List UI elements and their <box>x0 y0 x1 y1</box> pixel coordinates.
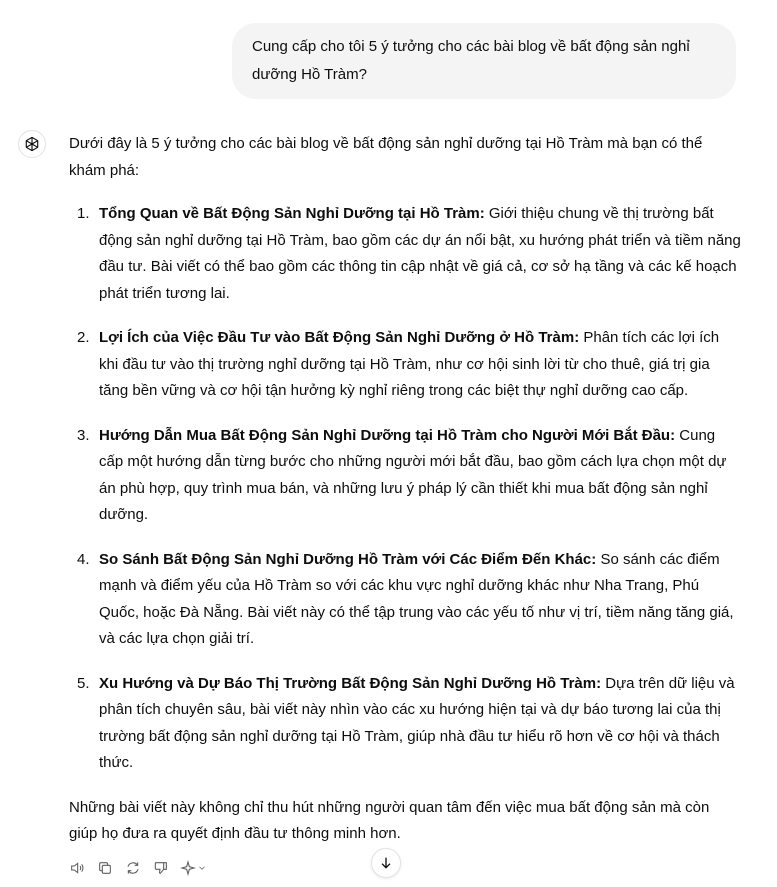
list-item-number: 1. <box>77 205 90 222</box>
list-item-body: Dựa trên dữ liệu và phân tích chuyên sâu, bài viết này nhìn vào các xu hướng hiện tại và dự báo tương lai của thị trường bất động sản nghỉ dưỡng tại Hồ Tràm, giúp nhà đầu tư hiểu rõ hơn về cơ hội và thách thức. <box>99 674 735 771</box>
user-message-text: Cung cấp cho tôi 5 ý tưởng cho các bài blog về bất động sản nghỉ dưỡng Hồ Tràm? <box>252 38 690 83</box>
assistant-avatar <box>18 130 46 158</box>
assistant-intro: Dưới đây là 5 ý tưởng cho các bài blog về bất động sản nghỉ dưỡng tại Hồ Tràm mà bạn có thể khám phá: <box>69 135 703 179</box>
list-item-title: So Sánh Bất Động Sản Nghỉ Dưỡng Hồ Tràm với Các Điểm Đến Khác <box>99 550 592 568</box>
message-action-bar <box>66 856 208 880</box>
scroll-to-bottom-button[interactable] <box>371 848 401 878</box>
switch-model-button[interactable] <box>178 857 208 879</box>
assistant-outro: Những bài viết này không chỉ thu hút những người quan tâm đến việc mua bất động sản mà còn giúp họ đưa ra quyết định đầu tư thông minh hơn. <box>69 798 710 842</box>
list-item: 1. Tổng Quan về Bất Động Sản Nghỉ Dưỡng tại Hồ Tràm: Giới thiệu chung về thị trường bất động sản nghỉ dưỡng tại Hồ Tràm, bao gồm các dự án nổi bật, xu hướng phát triển và tiềm năng đầu tư. Bài viết có thể bao gồm các thông tin cập nhật về giá cả, cơ sở hạ tầng và các kế hoạch phát triển tương lai. <box>69 201 741 307</box>
sparkle-icon <box>180 860 196 876</box>
regenerate-icon <box>125 860 141 876</box>
list-item-title: Xu Hướng và Dự Báo Thị Trường Bất Động Sản Nghỉ Dưỡng Hồ Tràm <box>99 674 597 692</box>
list-item-body: So sánh các điểm mạnh và điểm yếu của Hồ Tràm so với các khu vực nghỉ dưỡng khác như Nha Trang, Phú Quốc, hoặc Đà Nẵng. Bài viết này có thể tập trung vào các yếu tố như vị trí, tiềm năng tăng giá, và các lựa chọn giải trí. <box>99 550 734 647</box>
list-item: 4. So Sánh Bất Động Sản Nghỉ Dưỡng Hồ Tràm với Các Điểm Đến Khác: So sánh các điểm mạnh và điểm yếu của Hồ Tràm so với các khu vực nghỉ dưỡng khác như Nha Trang, Phú Quốc, hoặc Đà Nẵng. Bài viết này có thể tập trung vào các yếu tố như vị trí, tiềm năng tăng giá, và các lựa chọn giải trí. <box>69 547 741 653</box>
list-item: 3. Hướng Dẫn Mua Bất Động Sản Nghỉ Dưỡng tại Hồ Tràm cho Người Mới Bắt Đầu: Cung cấp một hướng dẫn từng bước cho những người mới bắt đầu, bao gồm cách lựa chọn một dự án phù hợp, quy trình mua bán, và những lưu ý pháp lý cần thiết khi mua bất động sản nghỉ dưỡng. <box>69 423 741 529</box>
copy-button[interactable] <box>94 857 116 879</box>
ideas-list <box>69 201 741 777</box>
list-item-number: 3. <box>77 426 90 444</box>
list-item-title: Hướng Dẫn Mua Bất Động Sản Nghỉ Dưỡng tại Hồ Tràm cho Người Mới Bắt Đầu <box>99 426 671 444</box>
thumbs-down-icon <box>153 860 169 876</box>
list-item-body: Giới thiệu chung về thị trường bất động sản nghỉ dưỡng tại Hồ Tràm, bao gồm các dự án nổi bật, xu hướng phát triển và tiềm năng đầu tư. Bài viết có thể bao gồm các thông tin cập nhật về giá cả, cơ sở hạ tầng và các kế hoạch phát triển tương lai. <box>99 205 741 302</box>
arrow-down-icon <box>378 855 394 871</box>
openai-logo-icon <box>23 135 41 153</box>
list-item-number: 2. <box>77 329 90 346</box>
thumbs-down-button[interactable] <box>150 857 172 879</box>
list-item-number: 5. <box>77 674 90 692</box>
list-item-number: 4. <box>77 550 90 568</box>
regenerate-button[interactable] <box>122 857 144 879</box>
list-item-title: Lợi Ích của Việc Đầu Tư vào Bất Động Sản Nghỉ Dưỡng ở Hồ Tràm <box>99 329 575 346</box>
read-aloud-button[interactable] <box>66 857 88 879</box>
chevron-down-icon <box>197 863 207 873</box>
list-item-body: Cung cấp một hướng dẫn từng bước cho những người mới bắt đầu, bao gồm cách lựa chọn một dự án phù hợp, quy trình mua bán, và những lưu ý pháp lý cần thiết khi mua bất động sản nghỉ dưỡng. <box>99 426 727 523</box>
copy-icon <box>97 860 113 876</box>
list-item-title: Tổng Quan về Bất Động Sản Nghỉ Dưỡng tại Hồ Tràm <box>99 205 480 222</box>
list-item-body: Phân tích các lợi ích khi đầu tư vào thị trường nghỉ dưỡng tại Hồ Tràm, như cơ hội sinh lời từ cho thuê, giá trị gia tăng bền vững và cơ hội tận hưởng kỳ nghỉ riêng trong các biệt thự nghỉ dưỡng cao cấp. <box>99 329 720 399</box>
list-item: 2. Lợi Ích của Việc Đầu Tư vào Bất Động Sản Nghỉ Dưỡng ở Hồ Tràm: Phân tích các lợi ích khi đầu tư vào thị trường nghỉ dưỡng tại Hồ Tràm, như cơ hội sinh lời từ cho thuê, giá trị gia tăng bền vững và cơ hội tận hưởng kỳ nghỉ riêng trong các biệt thự nghỉ dưỡng cao cấp. <box>69 325 741 405</box>
assistant-message <box>69 131 741 848</box>
read-aloud-icon <box>69 860 85 876</box>
list-item: 5. Xu Hướng và Dự Báo Thị Trường Bất Động Sản Nghỉ Dưỡng Hồ Tràm: Dựa trên dữ liệu và phân tích chuyên sâu, bài viết này nhìn vào các xu hướng hiện tại và dự báo tương lai của thị trường bất động sản nghỉ dưỡng tại Hồ Tràm, giúp nhà đầu tư hiểu rõ hơn về cơ hội và thách thức. <box>69 671 741 777</box>
user-message-bubble <box>232 23 736 99</box>
